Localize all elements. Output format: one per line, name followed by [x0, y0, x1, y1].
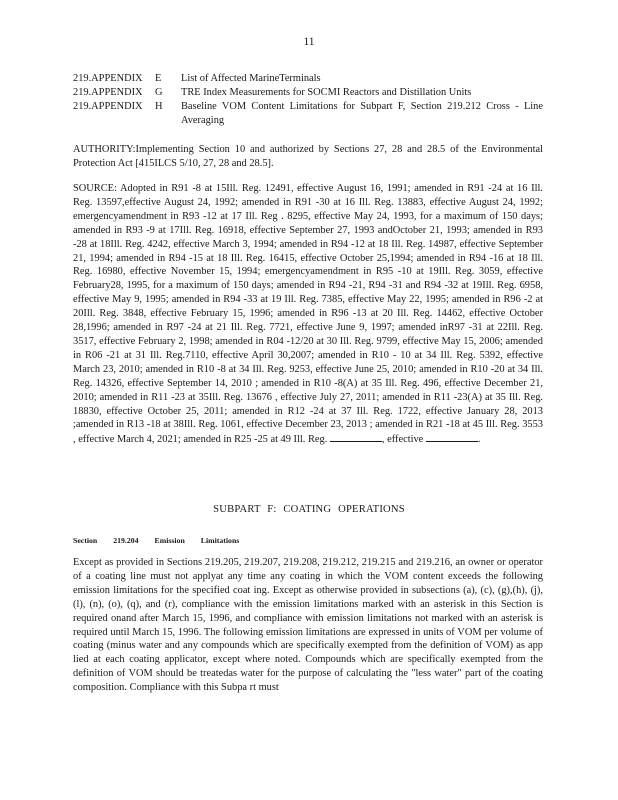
source-effective-label: effective [387, 434, 424, 446]
appendix-row [73, 100, 543, 128]
source-separator: , [381, 434, 385, 446]
appendix-letter: E [155, 73, 162, 84]
source-paragraph [73, 182, 543, 447]
authority-paragraph: AUTHORITY:Implementing Section 10 and authorized by Sections 27, 28 and 28.5 of the Environmental Protection Act [415ILCS 5/10, 27, 28 and 28.5]. [73, 144, 543, 169]
appendix-title: List of Affected MarineTerminals [181, 73, 321, 84]
appendix-row [73, 86, 543, 100]
appendix-title: TRE Index Measurements for SOCMI Reactors and Distillation Units [181, 86, 472, 98]
section-body: Except as provided in Sections 219.205, 219.207, 219.208, 219.212, 219.215 and 219.216, an owner or operator of a coating line must not applyat any time any coating in which the VOM content exceeds the following emission limitations for the specified coat ing. Except as otherwise provided in subsections (a), (c), (g),(h), (j),(l), (n), (o), (q), and (r), compliance with the emission limitations marked with an asterisk in this Section is required onand after March 15, 1996, and compliance with emission limitations not marked with an asterisk is required until March 15, 1996. The following emission limitations are expressed in units of VOM per volume of coating (minus water and any compounds which are specifically exempted from the definition of VOM) as app lied at each coating applicator, except where noted. Compounds which are specifically exempted from the definition of VOM should be treatedas water for the purpose of calculating the "less water" part of the coating composition. Compliance with this Subpa rt must [73, 557, 543, 694]
appendix-id: 219.APPENDIX [73, 100, 143, 112]
appendix-id: 219.APPENDIX [73, 73, 143, 84]
blank-line [330, 432, 382, 442]
section-heading: Section 219.204 Emission Limitations [73, 536, 240, 545]
page-number: 11 [303, 36, 315, 48]
appendix-letter: H [155, 100, 163, 112]
appendix-id: 219.APPENDIX [73, 86, 143, 98]
appendix-list [73, 72, 543, 128]
source-end: . [477, 434, 481, 446]
source-text: SOURCE: Adopted in R91 -8 at 15Ill. Reg. 12491, effective August 16, 1991; amended in R91 -24 at 16 Ill. Reg. 13597,effective August 24, 1992; amended in R91 -30 at 16 Ill. Reg. 13883, effective August 24, 1992; emergencyamendment in R93 -12 at 17 Ill. Reg . 8295, effective May 24, 1993, for a maximum of 150 days; amended in R93 -9 at 17Ill. Reg. 16918, effective September 27, 1993 andOctober 21, 1993; amended in R93 -28 at 18Ill. Reg. 4242, effective March 3, 1994; amended in R94 -12 at 18 Ill. Reg. 14987, effective September 21, 1994; amended in R94 -15 at 18 Ill. Reg. 16415, effective October 25,1994; amended in R94 -16 at 18 Ill. Reg. 16980, effective November 15, 1994; emergencyamendment in R95 -10 at 19Ill. Reg. 3059, effective February28, 1995, for a maximum of 150 days; amended in R94 -21, R94 -31 and R94 -32 at 19Ill. Reg. 6958, effective May 9, 1995; amended in R94 -33 at 19 Ill. Reg. 7385, effective May 22, 1995; amended in R96 -2 at 20Ill. Reg. 3848, effective February 15, 1996; amended in R96 -13 at 20 Ill. Reg. 14462, effective October 28,1996; amended in R97 -24 at 21 Ill. Reg. 7721, effective June 9, 1997; amended inR97 -31 at 22Ill. Reg. 3517, effective February 2, 1998; amended in R04 -12/20 at 30 Ill. Reg. 9799, effective May 15, 2006; amended in R06 -21 at 31 Ill. Reg.7110, effective April 30,2007; amended in R10 - 10 at 34 Ill. Reg. 5392, effective March 23, 2010; amended in R10 -8 at 34 Ill. Reg. 9253, effective June 25, 2010; amended in R10 -20 at 34 Ill. Reg. 14326, effective September 14, 2010 ; amended in R10 -8(A) at 35 Ill. Reg. 496, effective December 21, 2010; amended in R11 -23 at 35Ill. Reg. 13676 , effective July 27, 2011; amended in R11 -23(A) at 35 Ill. Reg. 18830, effective October 25, 2011; amended in R12 -24 at 37 Ill. Reg. 1722, effective January 28, 2013 ;amended in R13 -18 at 38Ill. Reg. 1061, effective December 23, 2013 ; amended in R21 -18 at 45 Ill. Reg. 3553 , effective March 4, 2021; amended in R25 -25 at 49 Ill. Reg. [73, 183, 543, 446]
blank-line [426, 432, 478, 442]
appendix-row [73, 72, 543, 86]
appendix-letter: G [155, 86, 163, 98]
subpart-heading: SUBPART F: COATING OPERATIONS [213, 504, 405, 515]
appendix-title: Baseline VOM Content Limitations for Subpart F, Section 219.212 Cross - Line Averaging [181, 100, 543, 126]
